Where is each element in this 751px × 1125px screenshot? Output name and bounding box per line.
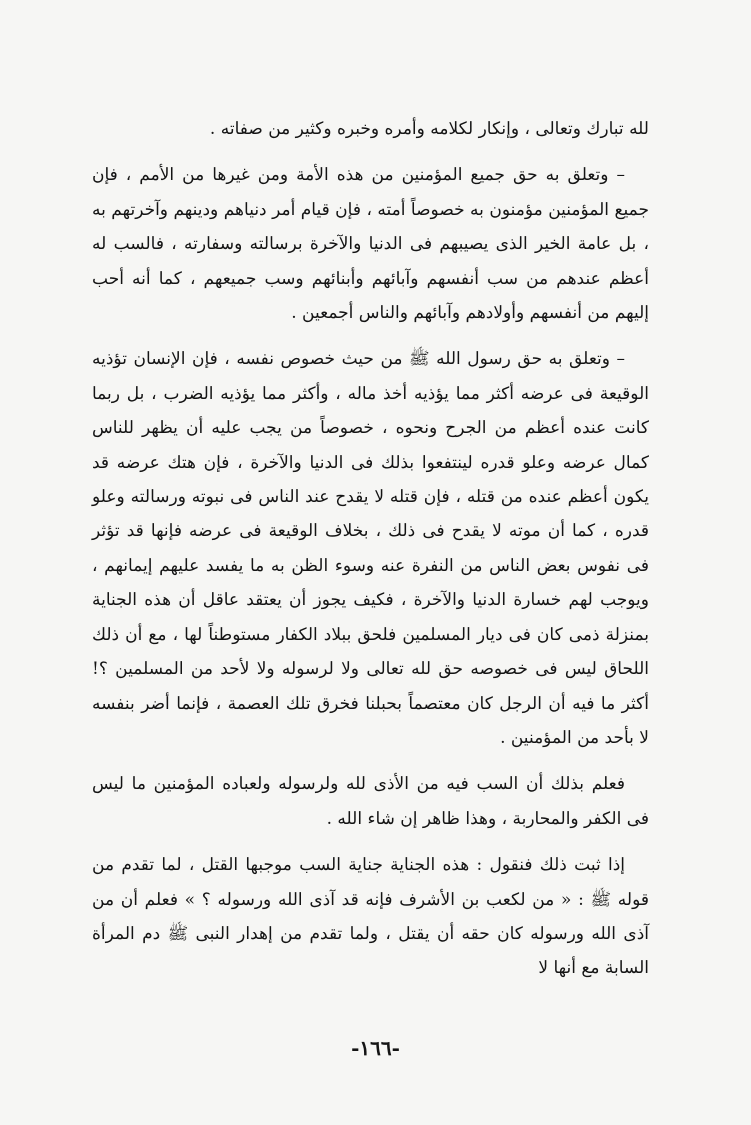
- page-number: -١٦٦-: [351, 1036, 400, 1060]
- paragraph-5: إذا ثبت ذلك فنقول : هذه الجناية جناية السب موجبها القتل ، لما تقدم من قوله ﷺ : « من لكعب بن الأشرف فإنه قد آذى الله ورسوله ؟ » فعلم أن من آذى الله ورسوله كان حقه أن يقتل ، ولما تقدم من إهدار النبى ﷺ دم المرأة السابة مع أنها لا: [92, 855, 649, 979]
- page-body: [92, 112, 649, 986]
- paragraph-3: – وتعلق به حق رسول الله ﷺ من حيث خصوص نفسه ، فإن الإنسان تؤذيه الوقيعة فى عرضه أكثر مما يؤذيه أخذ ماله ، وأكثر مما يؤذيه الضرب ، بل ربما كانت عنده أعظم من الجرح ونحوه ، خصوصاً من يجب عليه أن يظهر للناس كمال عرضه وعلو قدره لينتفعوا بذلك فى الدنيا والآخرة ، فإن هتك عرضه قد يكون أعظم عنده من قتله ، فإن قتله لا يقدح عند الناس فى نبوته ورسالته وعلو قدره ، كما أن موته لا يقدح فى ذلك ، بخلاف الوقيعة فى عرضه فإنها قد تؤثر فى نفوس بعض الناس من النفرة عنه وسوء الظن به ما يفسد عليهم إيمانهم ، ويوجب لهم خسارة الدنيا والآخرة ، فكيف يجوز أن يعتقد عاقل أن هذه الجناية بمنزلة ذمى كان فى ديار المسلمين فلحق ببلاد الكفار مستوطناً لها ، مع أن ذلك اللحاق ليس فى خصوصه حق لله تعالى ولا لرسوله ولا لأحد من المسلمين ؟! أكثر ما فيه أن الرجل كان معتصماً بحبلنا فخرق تلك العصمة ، فإنما أضر بنفسه لا بأحد من المؤمنين .: [92, 349, 649, 748]
- paragraph-4: فعلم بذلك أن السب فيه من الأذى لله ولرسوله ولعباده المؤمنين ما ليس فى الكفر والمحاربة ، وهذا ظاهر إن شاء الله .: [92, 774, 649, 829]
- paragraph-2: – وتعلق به حق جميع المؤمنين من هذه الأمة ومن غيرها من الأمم ، فإن جميع المؤمنين مؤمنون به خصوصاً أمته ، فإن قيام أمر دنياهم ودينهم وآخرتهم به ، بل عامة الخير الذى يصيبهم فى الدنيا والآخرة برسالته وسفارته ، فالسب له أعظم عندهم من سب أنفسهم وآبائهم وأبنائهم وسب جميعهم ، كما أنه أحب إليهم من أنفسهم وأولادهم وآبائهم والناس أجمعين .: [92, 165, 649, 324]
- paragraph-1: لله تبارك وتعالى ، وإنكار لكلامه وأمره وخبره وكثير من صفاته .: [209, 119, 649, 139]
